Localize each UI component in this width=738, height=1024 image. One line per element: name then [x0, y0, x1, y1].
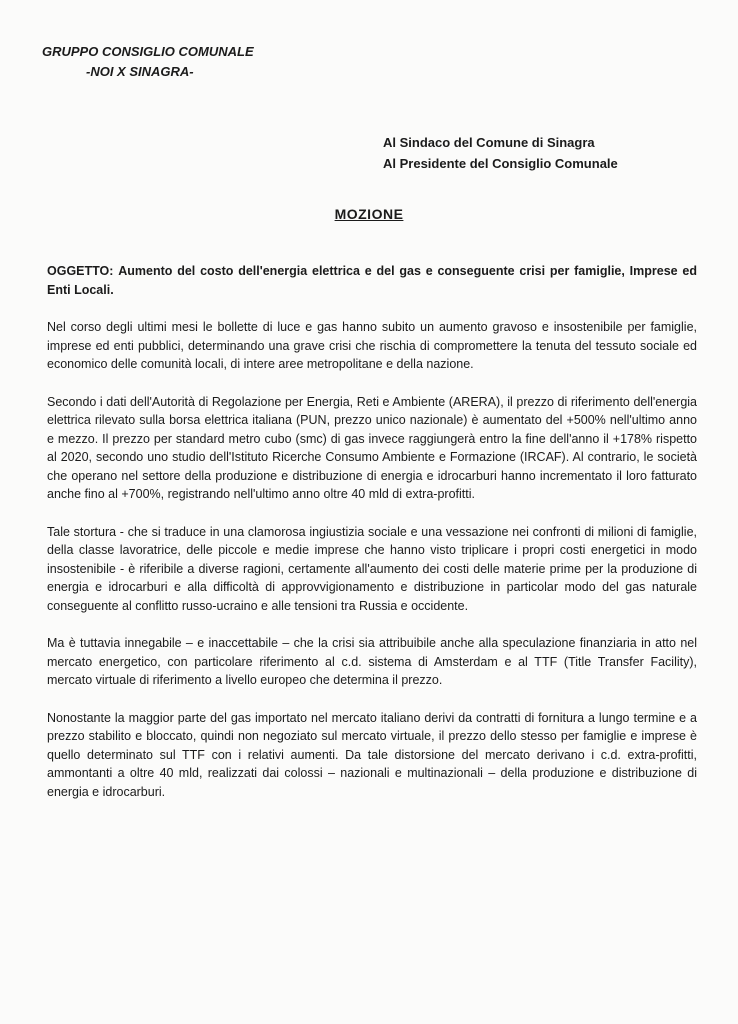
body-paragraph: Secondo i dati dell'Autorità di Regolazione per Energia, Reti e Ambiente (ARERA), il prezzo di riferimento dell'energia elettrica rilevato sulla borsa elettrica italiana (PUN, prezzo unico nazionale) è aumentato del +500% nell'ultimo anno e mezzo. Il prezzo per standard metro cubo (smc) di gas invece raggiungerà entro la fine dell'anno il +178% rispetto al 2020, secondo uno studio dell'Istituto Ricerche Consumo Ambiente e Formazione (IRCAF). Al contrario, le società che operano nel settore della produzione e distribuzione di energia e idrocarburi hanno incrementato il loro fatturato anche fino al +700%, registrando nell'ultimo anno oltre 40 mld di extra-profitti.: [47, 394, 697, 501]
recipient-council-president: Al Presidente del Consiglio Comunale: [383, 156, 618, 171]
group-header: [42, 42, 254, 82]
body-paragraph: Ma è tuttavia innegabile – e inaccettabile – che la crisi sia attribuibile anche alla speculazione finanziaria in atto nel mercato energetico, con particolare riferimento al c.d. sistema di Amsterdam e al TTF (Title Transfer Facility), mercato virtuale di riferimento a livello europeo che determina il prezzo.: [47, 636, 697, 687]
subject-label: OGGETTO:: [47, 264, 114, 278]
document-body: [47, 262, 697, 820]
body-paragraph: Nonostante la maggior parte del gas importato nel mercato italiano derivi da contratti di fornitura a lungo termine e a prezzo stabilito e bloccato, quindi non negoziato sul mercato virtuale, il prezzo dello stesso per famiglie e imprese è quello determinato sul TTF con i relativi aumenti. Da tale distorsione del mercato derivano i c.d. extra-profitti, ammontanti a oltre 40 mld, realizzati dai colossi – nazionali e multinazionali – della produzione e distribuzione di energia e idrocarburi.: [47, 710, 697, 799]
document-title: MOZIONE: [334, 206, 404, 222]
group-subtitle: -NOI X SINAGRA-: [86, 64, 194, 79]
subject-paragraph: [47, 262, 697, 299]
subject-text: Aumento del costo dell'energia elettrica e del gas e conseguente crisi per famiglie, Imprese ed Enti Locali.: [47, 264, 697, 297]
recipient-mayor: Al Sindaco del Comune di Sinagra: [383, 135, 595, 150]
body-paragraph: Nel corso degli ultimi mesi le bollette di luce e gas hanno subito un aumento gravoso e insostenibile per famiglie, imprese ed enti pubblici, determinando una grave crisi che rischia di compromettere la tenuta del tessuto sociale ed economico delle comunità locali, di intere aree metropolitane e della nazione.: [47, 320, 697, 371]
group-name: GRUPPO CONSIGLIO COMUNALE: [42, 44, 254, 59]
recipients-block: [383, 132, 618, 174]
body-paragraph: Tale stortura - che si traduce in una clamorosa ingiustizia sociale e una vessazione nei confronti di milioni di famiglie, della classe lavoratrice, delle piccole e medie imprese che hanno visto triplicare i propri costi energetici in modo insostenibile - è riferibile a diverse ragioni, certamente all'aumento dei costi delle materie prime per la produzione di energia e idrocarburi e alla difficoltà di approvvigionamento e distribuzione in particolar modo del gas naturale conseguente al conflitto russo-ucraino e alle tensioni tra Russia e occidente.: [47, 524, 697, 613]
